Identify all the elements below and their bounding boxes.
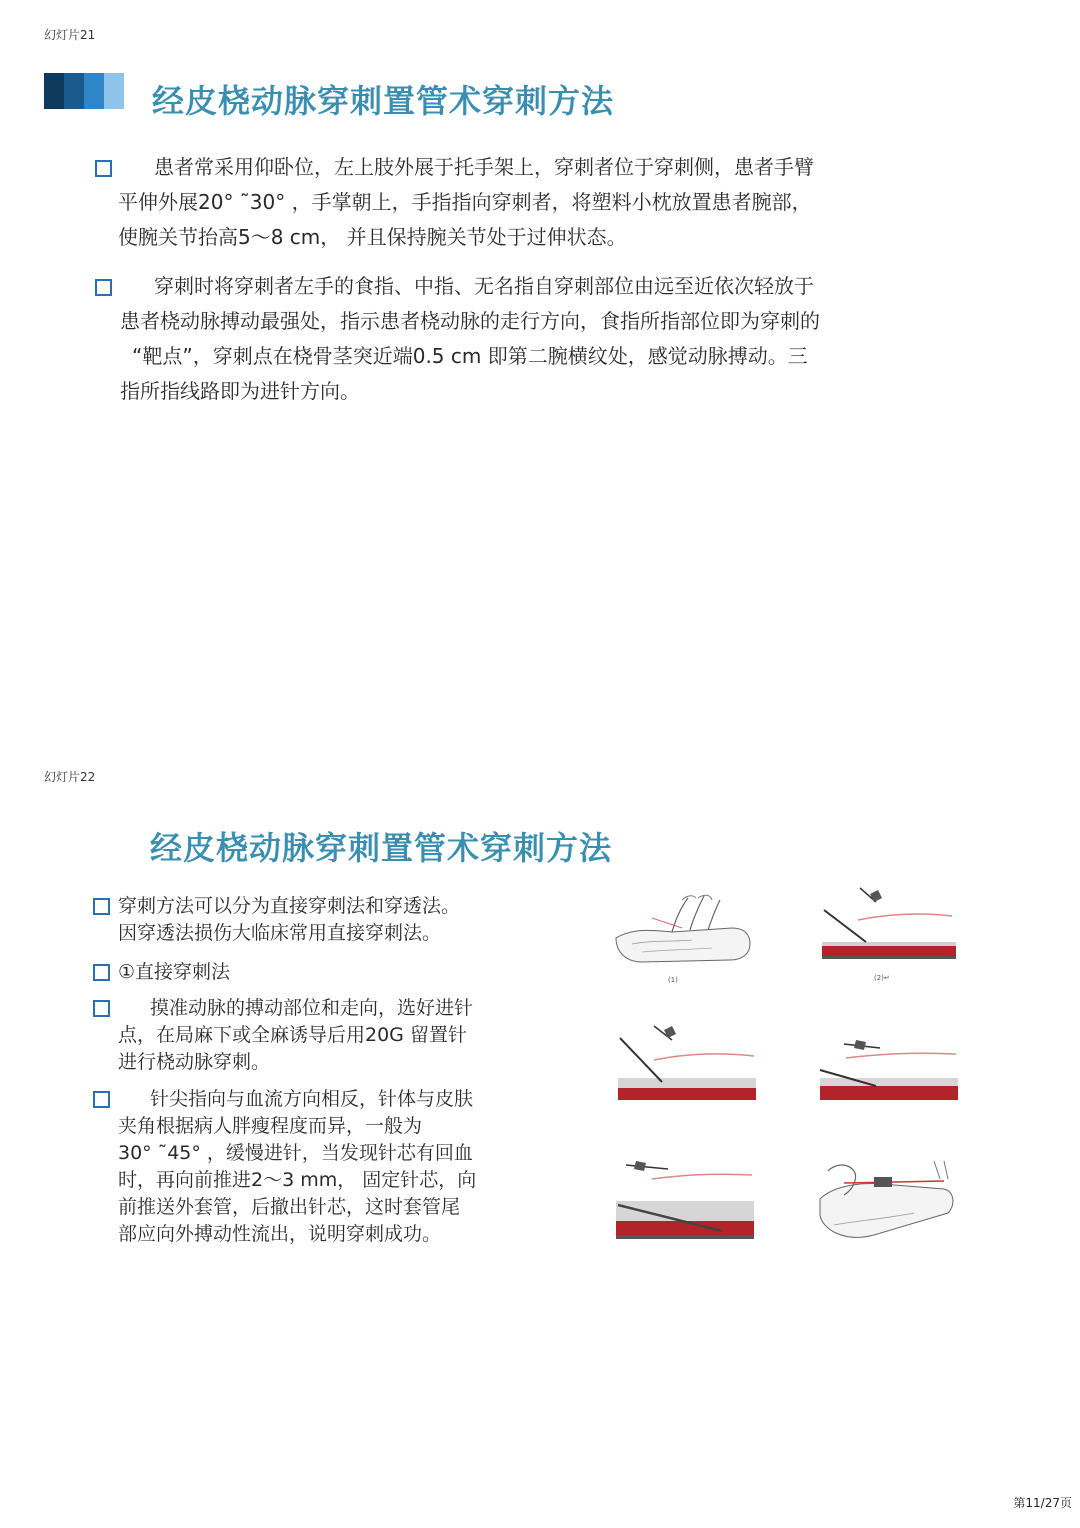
- text-line: 因穿透法损伤大临床常用直接穿刺法。: [118, 922, 442, 944]
- bullet-1: [118, 893, 460, 947]
- text-line: 穿刺方法可以分为直接穿刺法和穿透法。: [118, 895, 461, 917]
- paragraph-1: [118, 150, 814, 255]
- checkbox-icon: [93, 898, 110, 915]
- text-line: 进行桡动脉穿刺。: [118, 1051, 271, 1073]
- text-line: 前推送外套管，后撤出针芯，这时套管尾: [118, 1196, 461, 1218]
- checkbox-icon: [93, 1091, 110, 1108]
- bullet-3: [118, 995, 473, 1076]
- slide-title: 经皮桡动脉穿刺置管术穿刺方法: [152, 82, 615, 120]
- text-line: 时，再向前推进2～3 mm， 固定针芯，向: [118, 1169, 477, 1191]
- slide-label: 幻灯片21: [44, 28, 96, 42]
- text-line: 摸准动脉的搏动部位和走向，选好进针: [150, 997, 474, 1019]
- checkbox-icon: [93, 964, 110, 981]
- bullet-2: [118, 959, 230, 986]
- text-line: 穿刺时将穿刺者左手的食指、中指、无名指自穿刺部位由远至近依次轻放于: [154, 274, 814, 298]
- title-decoration: [44, 73, 124, 109]
- text-line: 针尖指向与血流方向相反，针体与皮肤: [150, 1088, 474, 1110]
- text-line: ①直接穿刺法: [118, 961, 231, 983]
- checkbox-icon: [93, 1000, 110, 1017]
- text-line: 患者常采用仰卧位，左上肢外展于托手架上，穿刺者位于穿刺侧，患者手臂: [154, 155, 814, 179]
- text-line: 30° ˜45° ，缓慢进针，当发现针芯有回血: [118, 1142, 473, 1164]
- paragraph-2: [120, 269, 820, 409]
- figure-caption: (1): [668, 976, 678, 984]
- figure-caption: (2)↵: [874, 974, 890, 982]
- checkbox-icon: [95, 160, 112, 177]
- needle-advance-illustration: [614, 1020, 760, 1106]
- text-line: “靶点”，穿刺点在桡骨茎突近端0.5 cm 即第二腕横纹处，感觉动脉搏动。三: [132, 344, 808, 368]
- needle-insertion-illustration: [818, 880, 960, 970]
- text-line: 患者桡动脉搏动最强处，指示患者桡动脉的走行方向，食指所指部位即为穿刺的: [120, 309, 820, 333]
- text-line: 平伸外展20° ˜30° ，手掌朝上，手指指向穿刺者，将塑料小枕放置患者腕部，: [118, 190, 812, 214]
- page-number: 第11/27页: [1013, 1496, 1072, 1510]
- slide-title: 经皮桡动脉穿刺置管术穿刺方法: [150, 829, 613, 867]
- text-line: 指所指线路即为进针方向。: [120, 379, 360, 403]
- wrist-palpation-illustration: [612, 888, 754, 968]
- text-line: 部应向外搏动性流出，说明穿刺成功。: [118, 1223, 442, 1245]
- bullet-4: [118, 1086, 476, 1248]
- slide-label: 幻灯片22: [44, 770, 96, 784]
- text-line: 点，在局麻下或全麻诱导后用20G 留置针: [118, 1024, 467, 1046]
- text-line: 使腕关节抬高5～8 cm， 并且保持腕关节处于过伸状态。: [118, 225, 627, 249]
- text-line: 夹角根据病人胖瘦程度而异，一般为: [118, 1115, 423, 1137]
- checkbox-icon: [95, 279, 112, 296]
- catheter-fixation-illustration: [814, 1155, 960, 1247]
- catheter-insertion-illustration: [816, 1028, 962, 1108]
- sheath-advance-illustration: [612, 1155, 758, 1247]
